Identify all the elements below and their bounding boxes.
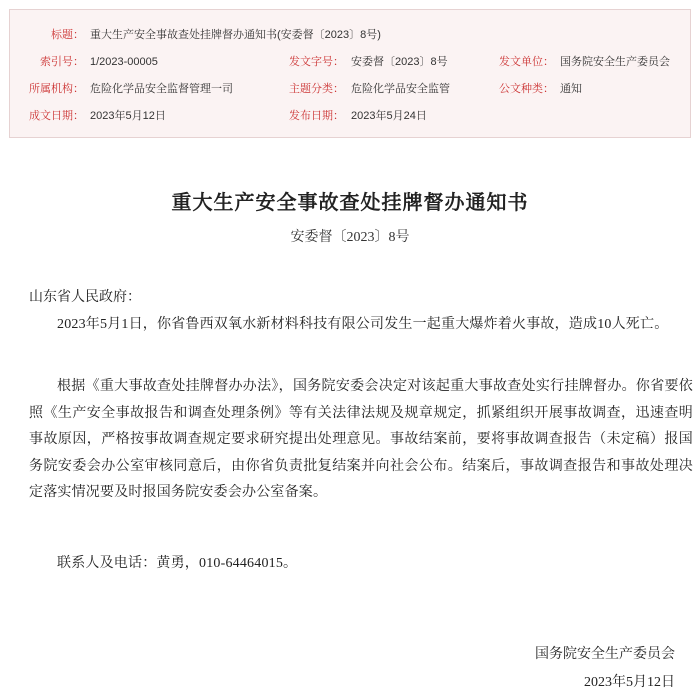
- meta-issuer-label: 发文单位：: [499, 56, 554, 68]
- meta-written-date-label: 成文日期：: [29, 110, 84, 122]
- meta-doctype-value: 通知: [560, 83, 582, 95]
- meta-index-label: 索引号：: [40, 56, 84, 68]
- document-title: 重大生产安全事故查处挂牌督办通知书: [171, 192, 529, 214]
- meta-title-value: 重大生产安全事故查处挂牌督办通知书(安委督〔2023〕8号): [90, 29, 381, 41]
- meta-row-title: [10, 26, 690, 44]
- signer: 国务院安全生产委员会: [535, 647, 675, 662]
- signature-date: 2023年5月12日: [584, 675, 675, 690]
- meta-issuer-value: 国务院安全生产委员会: [560, 56, 670, 68]
- meta-row-4: [10, 107, 690, 125]
- meta-row-3: [10, 80, 690, 98]
- meta-row-2: [10, 53, 690, 71]
- document-metadata-panel: [9, 9, 691, 138]
- paragraph-contact: 联系人及电话：黄勇，010-64464015。: [57, 556, 298, 571]
- meta-title-label: 标题：: [51, 29, 84, 41]
- meta-agency-value: 危险化学品安全监督管理一司: [90, 83, 233, 95]
- meta-publish-date-label: 发布日期：: [289, 110, 344, 122]
- meta-publish-date-value: 2023年5月24日: [351, 110, 427, 122]
- meta-docno-label: 发文字号：: [289, 56, 344, 68]
- paragraph-2: 根据《重大事故查处挂牌督办办法》，国务院安委会决定对该起重大事故查处实行挂牌督办。你省要依照《生产安全事故报告和调查处理条例》等有关法律法规及规章规定，抓紧组织开展事故调查，迅速查明事故原因，严格按事故调查规定要求研究提出处理意见。事故结案前，要将事故调查报告（未定稿）报国务院安委会办公室审核同意后，由你省负责批复结案并向社会公布。结案后，事故调查报告和事故处理决定落实情况要及时报国务院安委会办公室备案。: [29, 379, 693, 500]
- meta-docno-value: 安委督〔2023〕8号: [351, 56, 448, 68]
- meta-written-date-value: 2023年5月12日: [90, 110, 166, 122]
- paragraph-1: 2023年5月1日，你省鲁西双氧水新材料科技有限公司发生一起重大爆炸着火事故，造成10人死亡。: [57, 317, 669, 332]
- document-number: 安委督〔2023〕8号: [290, 230, 410, 245]
- meta-topic-value: 危险化学品安全监管: [351, 83, 450, 95]
- meta-topic-label: 主题分类：: [289, 83, 344, 95]
- addressee: 山东省人民政府：: [29, 290, 141, 305]
- meta-agency-label: 所属机构：: [29, 83, 84, 95]
- meta-index-value: 1/2023-00005: [90, 56, 158, 68]
- meta-doctype-label: 公文种类：: [499, 83, 554, 95]
